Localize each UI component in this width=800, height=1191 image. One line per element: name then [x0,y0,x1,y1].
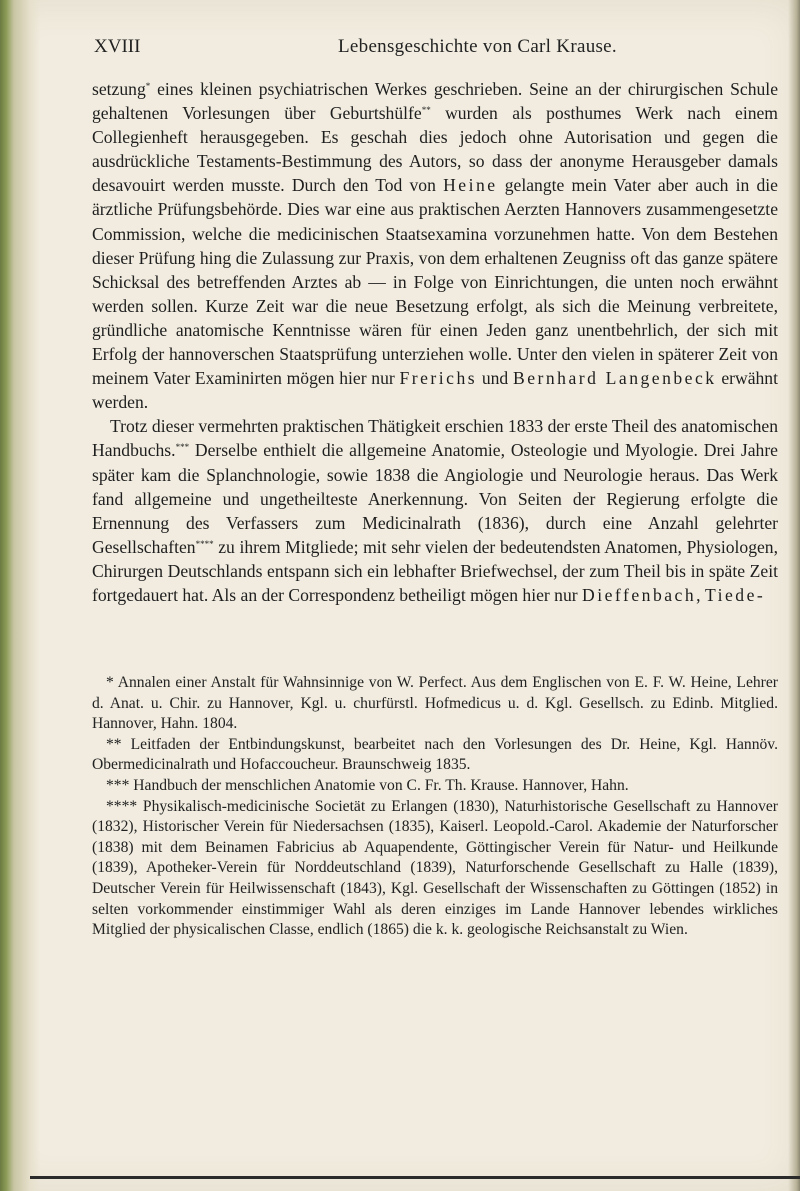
spaced-name-heine: Heine [443,175,498,196]
page-number: XVIII [94,36,141,57]
footnote-text: Physikalisch-medicinische Societät zu Erlangen (1830), Naturhistorische Gesellschaft zu Hannover (1832), Historischer Verein für Niedersachsen (1835), Kaiserl. Leopold.-Carol. Akademie der Naturforscher (1838) mit dem Beinamen Fabricius ab Aquapendente, Göttingischer Verein für Natur- und Heilkunde (1839), Apotheker-Verein für Norddeutschland (1839), Naturforschende Gesellschaft zu Halle (1839), Deutscher Verein für Heilwissenschaft (1843), Kgl. Gesellschaft der Wissenschaften zu Göttingen (1852) in selten vorkommender einstimmiger Wahl als deren einziges im Lande Hannover lebendes wirkliches Mitglied der physicalischen Classe, endlich (1865) die k. k. geologische Reichsanstalt zu Wien. [92,797,778,939]
paragraph-2 [92,414,778,607]
footnote-text: Handbuch der menschlichen Anatomie von C. Fr. Th. Krause. Hannover, Hahn. [129,776,629,794]
spaced-name-langenbeck: Bernhard Langenbeck [512,368,717,389]
spaced-name-dieffenbach: Dieffenbach [582,584,697,605]
footnote-text: Leitfaden der Entbindungskunst, bearbeitet nach den Vorlesungen des Dr. Heine, Kgl. Hannöv. Obermedicinalrath und Hofaccoucheur. Braunschweig 1835. [92,735,778,774]
footnote-ref-2: ** [421,105,431,116]
running-title: Lebensgeschichte von Carl Krause. [338,36,617,57]
text-run: und [477,368,513,389]
footnote-1 [92,673,778,735]
text-run: wurden als posthumes Werk nach einem Collegienheft herausgegeben. Es geschah dies jedoch ohne Autorisation und gegen die ausdrückliche Testaments-Bestimmung des Autors, so dass der anonyme Herausgeber damals desavouirt werden musste. Durch den Tod von [92,103,778,196]
text-run: zu ihrem Mitgliede; mit sehr vielen der bedeutendsten Anatomen, Physiologen, Chirurgen Deutschlands entspann sich ein lebhafter Briefwechsel, der zum Theil bis in späte Zeit fortgedauert hat. Als an der Correspondenz betheiligt mögen hier nur [92,536,778,605]
spaced-name-tiede: Tiede- [704,584,766,605]
footnote-mark: *** [106,776,130,794]
footnote-2 [92,735,778,776]
footnote-mark: ** [106,735,122,753]
page-binding-edge [0,0,40,1191]
footnote-ref-1: * [145,81,151,91]
paragraph-1 [92,77,778,414]
text-run: setzung [92,79,146,99]
main-text [92,77,778,607]
spaced-name-frerichs: Frerichs [399,368,478,389]
footnote-4 [92,797,778,941]
page-right-edge [788,0,800,1191]
text-run: Derselbe enthielt die allgemeine Anatomie, Osteologie und Myologie. Drei Jahre später kam die Splanchnologie, sowie 1838 die Angiologie und Neurologie heraus. Das Werk fand allgemeine und ungetheilteste Anerkennung. Von Seiten der Regierung erfolgte die Ernennung des Verfassers zum Medicinalrath (1836), durch eine Anzahl gelehrter Gesellschaften [92,440,778,557]
text-run: eines kleinen psychiatrischen Werkes geschrieben. Seine an der chirurgischen Schule gehaltenen Vorlesungen über Geburtshülfe [92,79,778,124]
footnote-mark: **** [106,797,138,815]
footnote-ref-3: *** [175,442,190,453]
footnote-ref-4: **** [195,538,214,549]
text-run: , [696,584,705,605]
text-run: Trotz dieser vermehrten praktischen Thätigkeit erschien 1833 der erste Theil des anatomischen Handbuchs. [92,416,778,461]
footnote-text: Annalen einer Anstalt für Wahnsinnige von W. Perfect. Aus dem Englischen von E. F. W. Heine, Lehrer d. Anat. u. Chir. zu Hannover, Kgl. u. churfürstl. Hofmedicus u. d. Kgl. Gesellsch. zu Edinb. Mitglied. Hannover, Hahn. 1804. [92,674,778,733]
running-header [94,36,774,62]
footnote-mark: * [106,674,114,691]
bottom-edge-line [30,1176,800,1179]
footnote-3 [92,776,778,797]
text-run: gelangte mein Vater aber auch in die ärztliche Prüfungsbehörde. Dies war eine aus praktischen Aerzten Hannovers zusammengesetzte Commission, welche die medicinischen Staatsexamina vorzunehmen hatte. Von dem Bestehen dieser Prüfung hing die Zulassung zur Praxis, von dem erhaltenen Zeugniss oft das ganze spätere Schicksal des betreffenden Arztes ab — in Folge von Einrichtungen, die unten noch erwähnt werden sollen. Kurze Zeit war die neue Besetzung erfolgt, als sich die Meinung verbreitete, gründliche anatomische Kenntnisse wären für einen Jeden ganz unentbehrlich, der sich mit Erfolg der hannoverschen Staatsprüfung unterziehen wolle. Unter den vielen in späterer Zeit von meinem Vater Examinirten mögen hier nur [92,175,778,389]
text-run: erwähnt werden. [92,368,778,413]
footnotes [92,673,778,941]
